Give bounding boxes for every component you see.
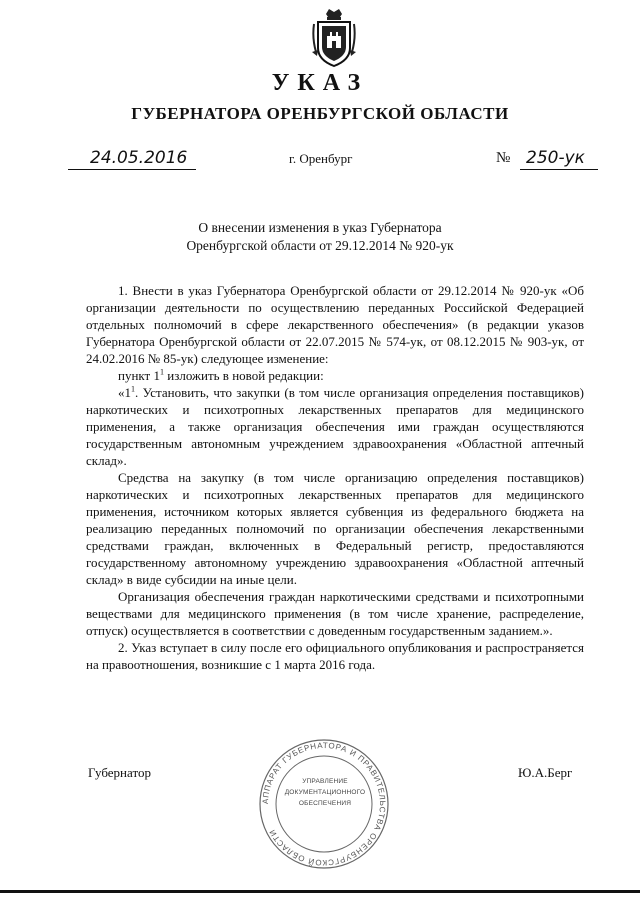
p2-prefix: пункт 1 (118, 368, 160, 383)
signatory-name: Ю.А.Берг (518, 765, 573, 780)
decree-date-field (68, 148, 198, 172)
paragraph-2 (86, 367, 584, 384)
decree-body (86, 282, 584, 673)
number-underline (520, 169, 598, 170)
paragraph-5: Организация обеспечения граждан наркотическими средствами и психотропными веществами для медицинского применения (в том числе хранение, распределение, отпуск) осуществляется в соответствии с доведенным государственным заданием.». (86, 589, 584, 638)
p3-suffix: . Установить, что закупки (в том числе организация определения поставщиков) наркотических и психотропных лекарственных препаратов для медицинского применения, а также организация обеспечения ими граждан осуществляются государственным автономным учреждением здравоохранения «Областной аптечный склад». (86, 385, 584, 468)
p2-suffix: изложить в новой редакции: (164, 368, 324, 383)
subject-line-1: О внесении изменения в указ Губернатора (198, 220, 442, 235)
p3-prefix: «1 (118, 385, 131, 400)
decree-number-field (496, 148, 606, 172)
stamp-line-1: УПРАВЛЕНИЕ (302, 778, 348, 785)
stamp-center-text (282, 776, 368, 809)
stamp-line-3: ОБЕСПЕЧЕНИЯ (298, 800, 352, 807)
p2-sup: 1 (160, 367, 164, 377)
decree-number: 250-ук (526, 148, 585, 168)
signatory-position: Губернатор (88, 765, 151, 780)
stamp-line-2: ДОКУМЕНТАЦИОННОГО (284, 789, 366, 796)
subject-line-2: Оренбургской области от 29.12.2014 № 920-ук (186, 238, 454, 253)
document-type-title: УКАЗ (271, 70, 369, 96)
paragraph-6: 2. Указ вступает в силу после его официального опубликования и распространяется на правоотношения, возникшие с 1 марта 2016 года. (86, 640, 584, 672)
decree-city: г. Оренбург (289, 151, 353, 166)
issuer-title: ГУБЕРНАТОРА ОРЕНБУРГСКОЙ ОБЛАСТИ (131, 104, 509, 123)
coat-of-arms-icon (312, 8, 356, 68)
paragraph-4: Средства на закупку (в том числе организацию определения поставщиков) наркотических и психотропных лекарственных препаратов для медицинского применения, источником которых является субвенция из федерального бюджета на реализацию переданных полномочий по организации обеспечения лекарственными средствами граждан, включенных в Федеральный регистр, предоставляются государственному автономному учреждению здравоохранения «Областной аптечный склад» в виде субсидии на иные цели. (86, 470, 584, 587)
page-bottom-rule (0, 890, 640, 893)
decree-subject (0, 219, 640, 255)
paragraph-3 (86, 384, 584, 469)
date-underline (68, 169, 196, 170)
decree-date: 24.05.2016 (90, 148, 188, 168)
official-stamp (256, 736, 392, 872)
stamp-ring-text: АППАРАТ ГУБЕРНАТОРА И ПРАВИТЕЛЬСТВА ОРЕНБУРГСКОЙ ОБЛАСТИ (260, 740, 388, 868)
paragraph-1: 1. Внести в указ Губернатора Оренбургской области от 29.12.2014 № 920-ук «Об организации деятельности по осуществлению переданных Российской Федерацией отдельных полномочий в сфере лекарственного обеспечения» (в редакции указов Губернатора Оренбургской области от 22.07.2015 № 574-ук, от 08.12.2015 № 903-ук, от 24.02.2016 № 85-ук) следующее изменение: (86, 283, 584, 366)
number-sign: № (496, 150, 511, 166)
p3-sup: 1 (131, 384, 135, 394)
